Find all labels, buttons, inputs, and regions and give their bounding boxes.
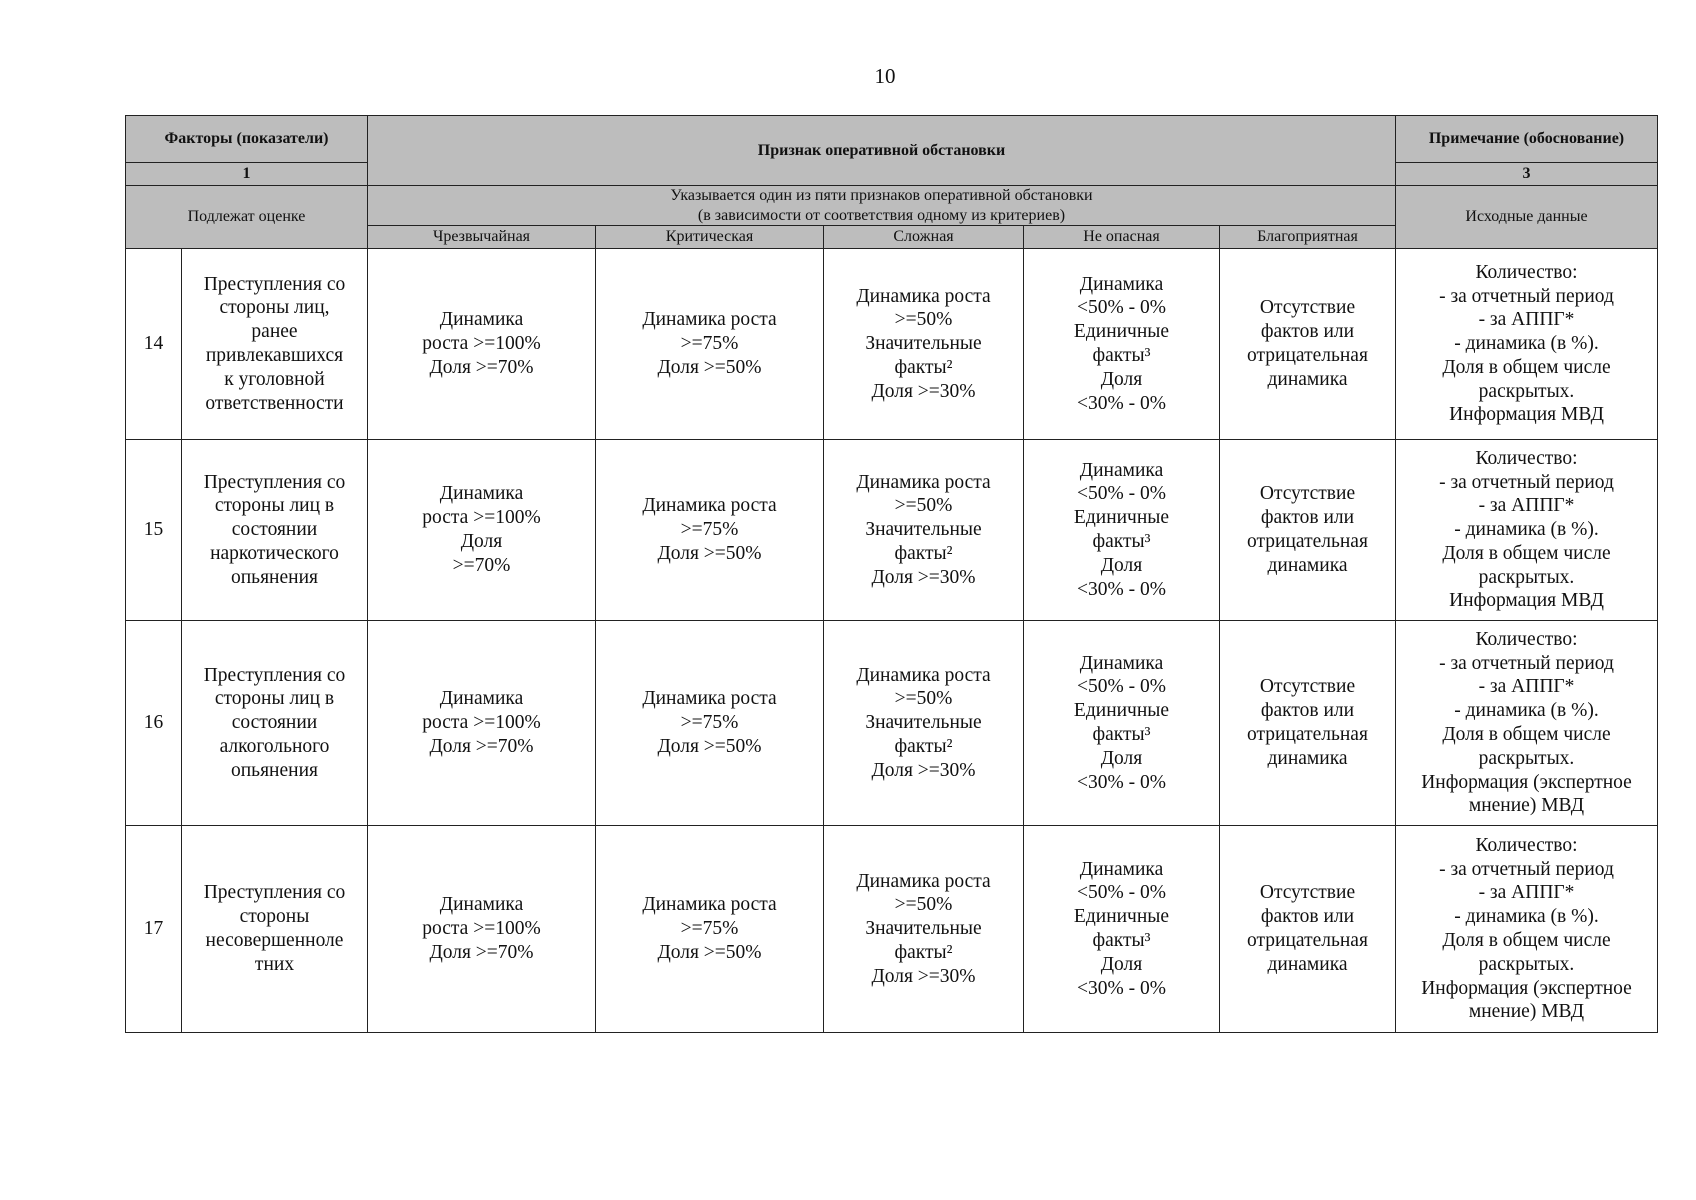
cell-line: <50% - 0%	[1077, 297, 1166, 319]
cell-line: Доля >=70%	[429, 941, 534, 963]
note-cell	[1396, 621, 1658, 826]
cell-line: - динамика (в %).	[1454, 333, 1599, 355]
cell-line: Доля	[1100, 747, 1143, 769]
cell-line: - за АППГ*	[1478, 882, 1575, 904]
cell-line: Динамика	[1079, 858, 1164, 880]
cell-line: раскрытых.	[1478, 566, 1575, 588]
cell-line: >=50%	[894, 688, 953, 710]
favorable-cell	[1220, 440, 1396, 621]
cell-line: Доля	[1100, 554, 1143, 576]
cell-line: - динамика (в %).	[1454, 700, 1599, 722]
critical-cell	[596, 621, 824, 826]
emergency-cell	[368, 621, 596, 826]
cell-line: мнение) МВД	[1468, 1001, 1585, 1023]
complex-cell	[824, 826, 1024, 1033]
row-number: 15	[126, 440, 182, 621]
cell-line: отрицательная	[1247, 531, 1368, 553]
cell-line: факты³	[1092, 531, 1151, 553]
cell-line: стороны лиц в	[214, 688, 335, 710]
critical-cell	[596, 249, 824, 440]
cell-line: - динамика (в %).	[1454, 519, 1599, 541]
cell-line: факты²	[894, 735, 953, 757]
cell-line: Динамика	[1079, 459, 1164, 481]
critical-cell	[596, 440, 824, 621]
header-level-emergency: Чрезвычайная	[368, 226, 596, 249]
cell-line: мнение) МВД	[1468, 795, 1585, 817]
cell-line: состоянии	[231, 519, 318, 541]
cell-line: Доля	[1100, 953, 1143, 975]
cell-line: Преступления со	[203, 882, 346, 904]
header-indicated-line2: (в зависимости от соответствия одному из критериев)	[697, 206, 1066, 224]
cell-line: Доля в общем числе	[1442, 724, 1611, 746]
cell-line: стороны	[239, 906, 310, 928]
cell-line: факты²	[894, 542, 953, 564]
cell-line: роста >=100%	[422, 712, 541, 734]
factor-cell	[182, 440, 368, 621]
complex-cell	[824, 249, 1024, 440]
note-cell	[1396, 249, 1658, 440]
complex-cell	[824, 621, 1024, 826]
cell-line: Доля >=70%	[429, 735, 534, 757]
cell-line: Доля >=50%	[657, 542, 762, 564]
cell-line: >=75%	[680, 918, 739, 940]
header-level-safe: Не опасная	[1024, 226, 1220, 249]
cell-line: Доля >=30%	[871, 380, 976, 402]
cell-line: <30% - 0%	[1077, 977, 1166, 999]
header-sign: Признак оперативной обстановки	[368, 116, 1396, 186]
safe-cell	[1024, 440, 1220, 621]
cell-line: Доля	[1100, 368, 1143, 390]
cell-line: фактов или	[1260, 906, 1355, 928]
cell-line: Доля >=30%	[871, 566, 976, 588]
row-number: 17	[126, 826, 182, 1033]
cell-line: >=75%	[680, 519, 739, 541]
table-body	[126, 249, 1658, 1033]
cell-line: Информация МВД	[1449, 404, 1604, 426]
cell-line: Значительные	[865, 333, 982, 355]
cell-line: - за отчетный период	[1439, 858, 1614, 880]
cell-line: раскрытых.	[1478, 747, 1575, 769]
header-note: Примечание (обоснование)	[1396, 116, 1658, 163]
header-col1-num: 1	[126, 163, 368, 186]
cell-line: Количество:	[1475, 261, 1578, 283]
table-row	[126, 621, 1658, 826]
safe-cell	[1024, 621, 1220, 826]
cell-line: Динамика	[439, 483, 524, 505]
header-level-complex: Сложная	[824, 226, 1024, 249]
emergency-cell	[368, 826, 596, 1033]
cell-line: <50% - 0%	[1077, 676, 1166, 698]
cell-line: Информация (экспертное	[1421, 977, 1632, 999]
note-cell	[1396, 826, 1658, 1033]
cell-line: Доля >=50%	[657, 356, 762, 378]
cell-line: Динамика роста	[856, 285, 991, 307]
cell-line: - за отчетный период	[1439, 471, 1614, 493]
cell-line: Доля >=30%	[871, 759, 976, 781]
cell-line: стороны лиц,	[219, 297, 330, 319]
cell-line: Доля >=50%	[657, 941, 762, 963]
header-indicated	[368, 186, 1396, 226]
favorable-cell	[1220, 826, 1396, 1033]
row-number: 14	[126, 249, 182, 440]
cell-line: Количество:	[1475, 628, 1578, 650]
cell-line: Динамика роста	[856, 870, 991, 892]
cell-line: Единичные	[1073, 321, 1170, 343]
cell-line: Динамика	[439, 309, 524, 331]
cell-line: ранее	[251, 321, 298, 343]
cell-line: Информация МВД	[1449, 590, 1604, 612]
cell-line: Динамика	[439, 894, 524, 916]
cell-line: - за АППГ*	[1478, 309, 1575, 331]
cell-line: Динамика	[1079, 652, 1164, 674]
cell-line: раскрытых.	[1478, 953, 1575, 975]
cell-line: Преступления со	[203, 273, 346, 295]
cell-line: - за отчетный период	[1439, 285, 1614, 307]
cell-line: - за отчетный период	[1439, 652, 1614, 674]
cell-line: тних	[254, 953, 295, 975]
cell-line: Единичные	[1073, 906, 1170, 928]
factor-cell	[182, 621, 368, 826]
cell-line: <30% - 0%	[1077, 392, 1166, 414]
cell-line: стороны лиц в	[214, 495, 335, 517]
factor-cell	[182, 249, 368, 440]
header-level-critical: Критическая	[596, 226, 824, 249]
cell-line: Доля	[460, 531, 503, 553]
cell-line: Количество:	[1475, 834, 1578, 856]
cell-line: Информация (экспертное	[1421, 771, 1632, 793]
cell-line: факты³	[1092, 724, 1151, 746]
table-header	[126, 116, 1658, 249]
factor-cell	[182, 826, 368, 1033]
cell-line: фактов или	[1260, 321, 1355, 343]
cell-line: Доля в общем числе	[1442, 542, 1611, 564]
cell-line: отрицательная	[1247, 930, 1368, 952]
cell-line: Преступления со	[203, 471, 346, 493]
cell-line: роста >=100%	[422, 918, 541, 940]
header-source: Исходные данные	[1396, 186, 1658, 249]
cell-line: факты²	[894, 356, 953, 378]
cell-line: Отсутствие	[1259, 882, 1356, 904]
cell-line: >=50%	[894, 495, 953, 517]
cell-line: фактов или	[1260, 507, 1355, 529]
cell-line: раскрытых.	[1478, 380, 1575, 402]
safe-cell	[1024, 826, 1220, 1033]
safe-cell	[1024, 249, 1220, 440]
cell-line: опьянения	[231, 759, 318, 781]
cell-line: Единичные	[1073, 700, 1170, 722]
cell-line: факты³	[1092, 930, 1151, 952]
cell-line: Отсутствие	[1259, 483, 1356, 505]
cell-line: Преступления со	[203, 664, 346, 686]
cell-line: Доля в общем числе	[1442, 930, 1611, 952]
cell-line: Динамика роста	[856, 664, 991, 686]
cell-line: <30% - 0%	[1077, 578, 1166, 600]
cell-line: Динамика роста	[642, 495, 777, 517]
cell-line: Динамика роста	[642, 894, 777, 916]
complex-cell	[824, 440, 1024, 621]
cell-line: - динамика (в %).	[1454, 906, 1599, 928]
cell-line: Динамика	[1079, 273, 1164, 295]
cell-line: Динамика роста	[642, 309, 777, 331]
table-row	[126, 440, 1658, 621]
cell-line: роста >=100%	[422, 507, 541, 529]
emergency-cell	[368, 249, 596, 440]
row-number: 16	[126, 621, 182, 826]
cell-line: Единичные	[1073, 507, 1170, 529]
cell-line: Динамика роста	[856, 471, 991, 493]
header-col3-num: 3	[1396, 163, 1658, 186]
cell-line: <50% - 0%	[1077, 483, 1166, 505]
criteria-table	[125, 115, 1658, 1033]
cell-line: роста >=100%	[422, 333, 541, 355]
note-cell	[1396, 440, 1658, 621]
cell-line: Значительные	[865, 918, 982, 940]
cell-line: Доля >=30%	[871, 965, 976, 987]
cell-line: - за АППГ*	[1478, 495, 1575, 517]
table-row	[126, 826, 1658, 1033]
table-row	[126, 249, 1658, 440]
cell-line: факты³	[1092, 345, 1151, 367]
header-level-favorable: Благоприятная	[1220, 226, 1396, 249]
header-factors: Факторы (показатели)	[126, 116, 368, 163]
cell-line: ответственности	[205, 392, 344, 414]
cell-line: динамика	[1267, 953, 1348, 975]
cell-line: отрицательная	[1247, 345, 1368, 367]
cell-line: факты²	[894, 941, 953, 963]
cell-line: к уголовной	[224, 368, 325, 390]
cell-line: - за АППГ*	[1478, 676, 1575, 698]
page-number: 10	[874, 64, 896, 88]
cell-line: Доля >=70%	[429, 356, 534, 378]
favorable-cell	[1220, 621, 1396, 826]
header-subject: Подлежат оценке	[126, 186, 368, 249]
cell-line: привлекавшихся	[205, 345, 344, 367]
critical-cell	[596, 826, 824, 1033]
cell-line: Динамика роста	[642, 688, 777, 710]
cell-line: Значительные	[865, 712, 982, 734]
cell-line: >=50%	[894, 894, 953, 916]
cell-line: >=75%	[680, 333, 739, 355]
cell-line: динамика	[1267, 554, 1348, 576]
cell-line: Доля в общем числе	[1442, 356, 1611, 378]
cell-line: отрицательная	[1247, 724, 1368, 746]
cell-line: состоянии	[231, 712, 318, 734]
cell-line: Отсутствие	[1259, 676, 1356, 698]
cell-line: >=70%	[452, 554, 511, 576]
cell-line: Количество:	[1475, 447, 1578, 469]
emergency-cell	[368, 440, 596, 621]
cell-line: Значительные	[865, 519, 982, 541]
cell-line: >=75%	[680, 712, 739, 734]
cell-line: наркотического	[210, 542, 339, 564]
cell-line: >=50%	[894, 309, 953, 331]
cell-line: фактов или	[1260, 700, 1355, 722]
cell-line: динамика	[1267, 747, 1348, 769]
cell-line: несовершенноле	[205, 930, 344, 952]
cell-line: <50% - 0%	[1077, 882, 1166, 904]
cell-line: <30% - 0%	[1077, 771, 1166, 793]
cell-line: алкогольного	[219, 735, 330, 757]
cell-line: динамика	[1267, 368, 1348, 390]
cell-line: Отсутствие	[1259, 297, 1356, 319]
cell-line: Динамика	[439, 688, 524, 710]
favorable-cell	[1220, 249, 1396, 440]
cell-line: опьянения	[231, 566, 318, 588]
header-indicated-line1: Указывается один из пяти признаков оперативной обстановки	[670, 187, 1093, 204]
cell-line: Доля >=50%	[657, 735, 762, 757]
